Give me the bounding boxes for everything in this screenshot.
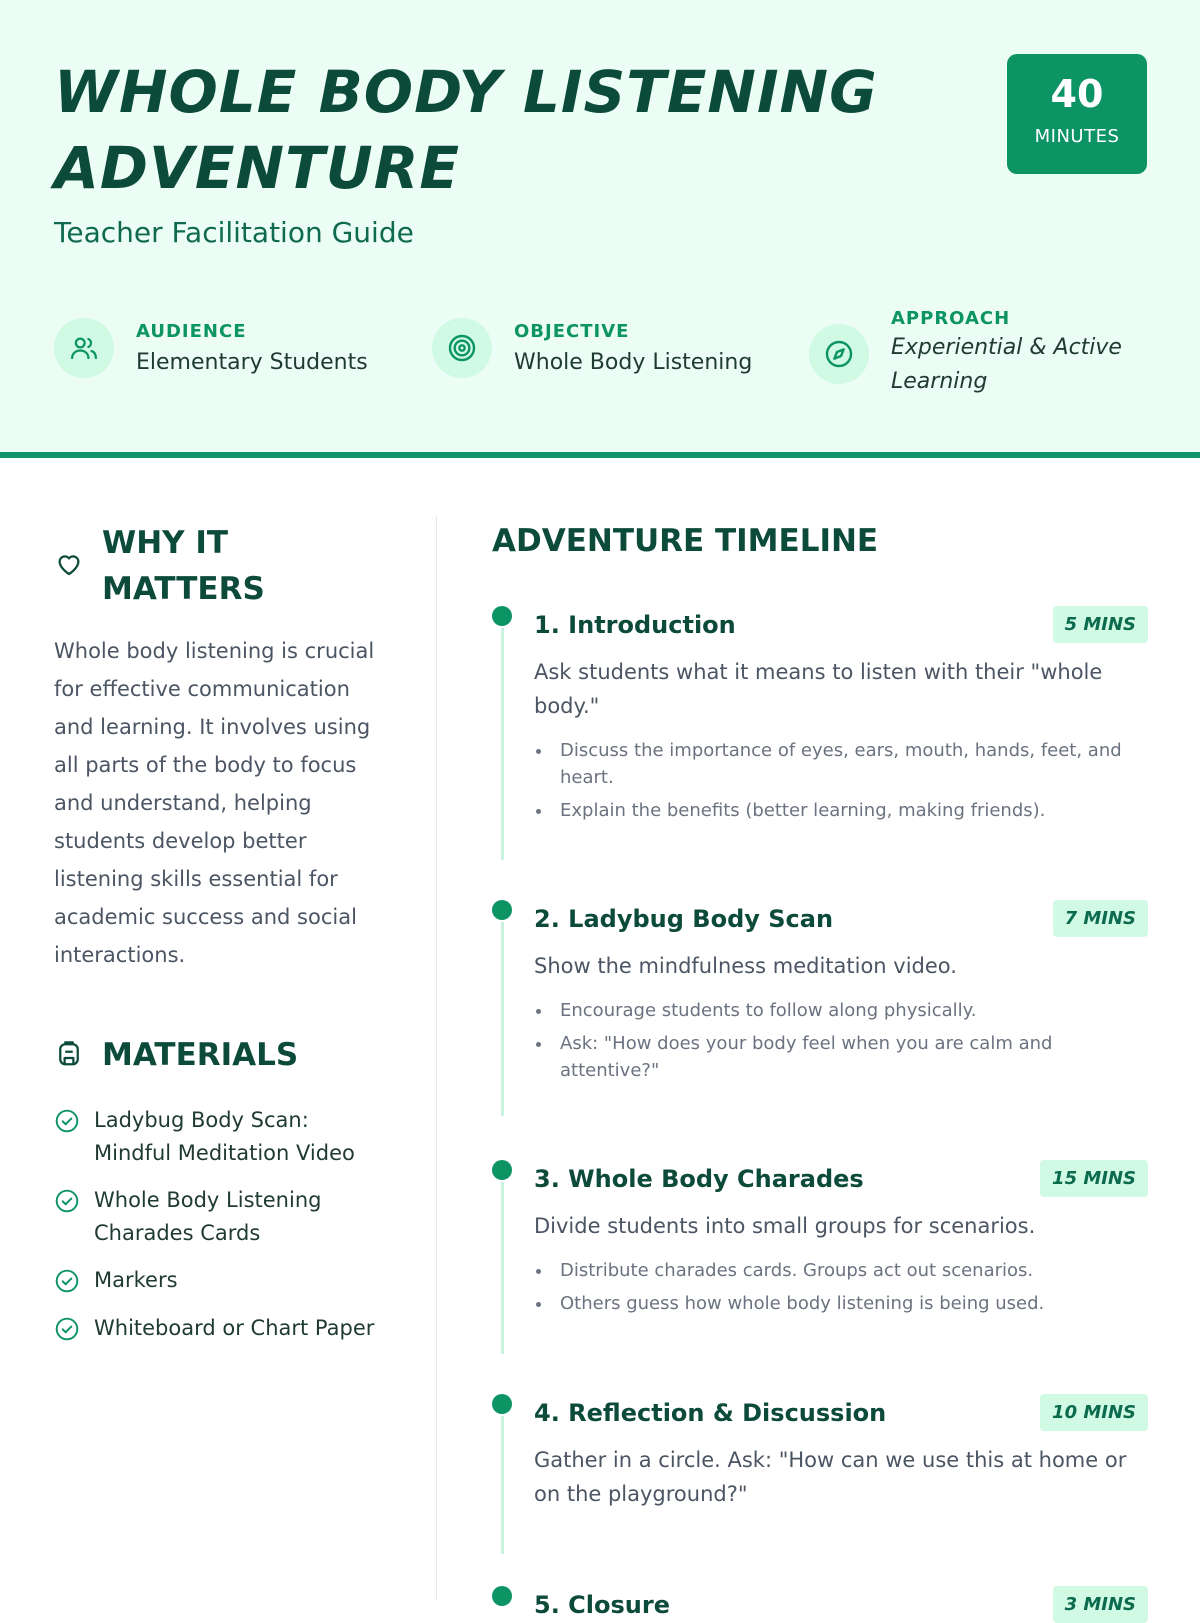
meta-value: Elementary Students	[136, 350, 368, 375]
timeline-dot	[492, 1160, 512, 1180]
bullet-item: Distribute charades cards. Groups act out scenarios.	[534, 1257, 1148, 1284]
meta-label: OBJECTIVE	[514, 321, 630, 342]
timeline-line	[501, 1416, 504, 1554]
step-bullets	[534, 737, 1148, 824]
material-label: Ladybug Body Scan: Mindful Meditation Video	[94, 1108, 355, 1165]
list-item	[54, 1312, 394, 1346]
users-icon	[54, 318, 114, 378]
material-label: Markers	[94, 1268, 178, 1292]
materials-title: MATERIALS	[102, 1037, 299, 1073]
meta-objective	[432, 318, 752, 378]
duration-unit: MINUTES	[1034, 126, 1120, 147]
why-title: WHY IT MATTERS	[102, 525, 265, 607]
target-icon	[432, 318, 492, 378]
timeline-title: ADVENTURE TIMELINE	[492, 523, 879, 559]
check-circle-icon	[54, 1268, 80, 1298]
step-title: 3. Whole Body Charades	[534, 1164, 864, 1193]
timeline-step	[492, 1586, 1148, 1623]
timeline-dot	[492, 1394, 512, 1414]
step-duration-badge: 15 MINS	[1040, 1160, 1148, 1197]
list-item	[54, 1104, 394, 1170]
step-duration-badge: 7 MINS	[1053, 900, 1148, 937]
list-item	[54, 1264, 394, 1298]
meta-label: APPROACH	[891, 308, 1011, 329]
timeline-dot	[492, 1586, 512, 1606]
meta-label: AUDIENCE	[136, 321, 247, 342]
duration-value: 40	[1050, 72, 1104, 116]
check-circle-icon	[54, 1316, 80, 1346]
duration-badge	[1007, 54, 1147, 174]
why-text: Whole body listening is crucial for effective communication and learning. It involves using all parts of the body to focus and understand, helping students develop better listening skills essential for academic success and social interactions.	[54, 639, 375, 967]
page-title: WHOLE BODY LISTENING ADVENTURE	[54, 58, 878, 202]
page-subtitle: Teacher Facilitation Guide	[54, 216, 414, 249]
step-title: 4. Reflection & Discussion	[534, 1398, 887, 1427]
bullet-item: Explain the benefits (better learning, making friends).	[534, 797, 1148, 824]
backpack-icon	[54, 1038, 84, 1072]
timeline-dot	[492, 900, 512, 920]
materials-header	[54, 1032, 394, 1078]
timeline-step	[492, 1394, 1148, 1511]
timeline-line	[501, 922, 504, 1116]
timeline-step	[492, 900, 1148, 1090]
material-label: Whiteboard or Chart Paper	[94, 1316, 375, 1340]
step-duration-badge: 5 MINS	[1053, 606, 1148, 643]
materials-list	[54, 1104, 394, 1346]
timeline-line	[501, 628, 504, 860]
column-divider	[436, 516, 437, 1600]
check-circle-icon	[54, 1188, 80, 1218]
step-description: Ask students what it means to listen with their "whole body."	[534, 660, 1103, 718]
materials-section	[54, 1032, 394, 1346]
compass-icon	[809, 324, 869, 384]
check-circle-icon	[54, 1108, 80, 1138]
bullet-item: Encourage students to follow along physically.	[534, 997, 1148, 1024]
step-description: Show the mindfulness meditation video.	[534, 954, 957, 978]
step-bullets	[534, 1257, 1148, 1317]
bullet-item: Discuss the importance of eyes, ears, mouth, hands, feet, and heart.	[534, 737, 1148, 791]
bullet-item: Ask: "How does your body feel when you are calm and attentive?"	[534, 1030, 1148, 1084]
heart-icon	[54, 549, 84, 583]
timeline-line	[501, 1182, 504, 1354]
why-header	[54, 520, 394, 612]
timeline-step	[492, 1160, 1148, 1323]
material-label: Whole Body Listening Charades Cards	[94, 1188, 322, 1245]
step-duration-badge: 3 MINS	[1053, 1586, 1148, 1623]
timeline-step	[492, 606, 1148, 830]
step-title: 1. Introduction	[534, 610, 736, 639]
meta-value: Whole Body Listening	[514, 350, 753, 375]
header	[0, 0, 1200, 458]
meta-approach	[809, 308, 1131, 399]
step-description: Gather in a circle. Ask: "How can we use this at home or on the playground?"	[534, 1448, 1127, 1506]
meta-value: Experiential & Active Learning	[891, 335, 1122, 394]
meta-audience	[54, 318, 368, 378]
step-description: Divide students into small groups for scenarios.	[534, 1214, 1036, 1238]
bullet-item: Others guess how whole body listening is being used.	[534, 1290, 1148, 1317]
list-item	[54, 1184, 394, 1250]
sidebar	[54, 520, 394, 1360]
timeline-dot	[492, 606, 512, 626]
timeline	[492, 520, 1148, 1619]
step-duration-badge: 10 MINS	[1040, 1394, 1148, 1431]
step-title: 2. Ladybug Body Scan	[534, 904, 834, 933]
step-title: 5. Closure	[534, 1590, 670, 1619]
step-bullets	[534, 997, 1148, 1084]
